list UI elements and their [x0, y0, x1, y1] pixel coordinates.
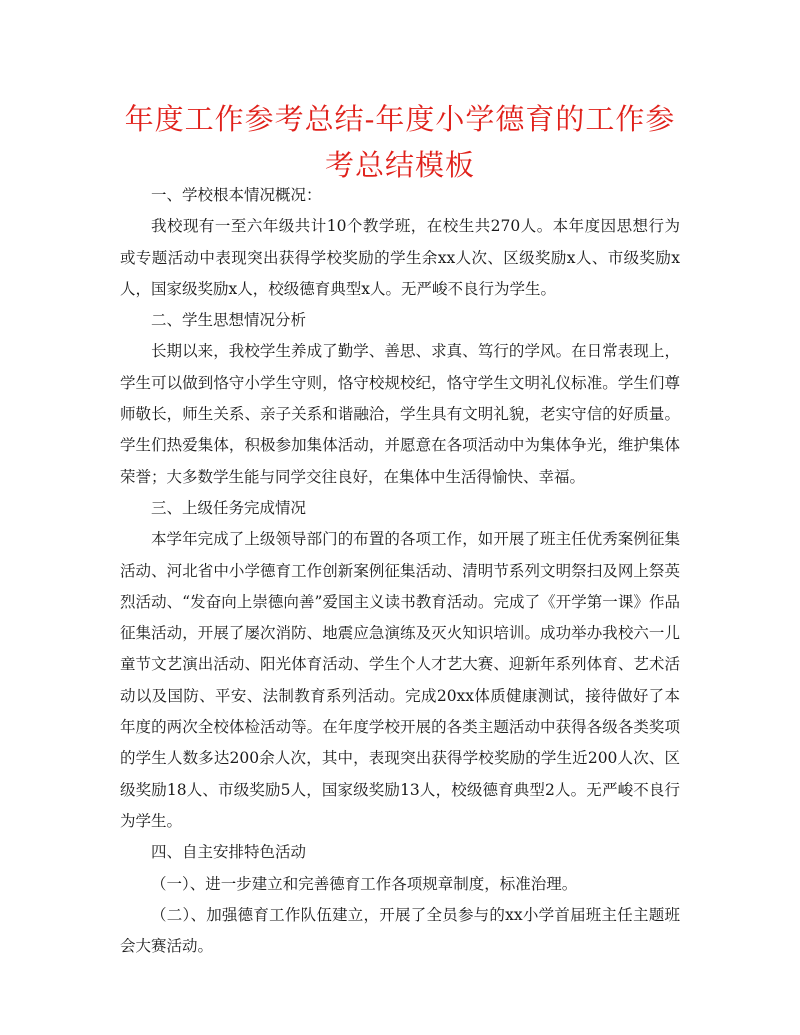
list-item-rules: （一）、进一步建立和完善德育工作各项规章制度，标准治理。: [151, 874, 578, 893]
paragraph-superior-tasks: 本学年完成了上级领导部门的布置的各项工作，如开展了班主任优秀案例征集活动、河北省中小学德育工作创新案例征集活动、清明节系列文明祭扫及网上祭英烈活动、“发奋向上崇德向善”爱国主义读书教育活动。完成了《开学第一课》作品征集活动，开展了屡次消防、地震应急演练及灭火知识培训。成功举办我校六一儿童节文艺演出活动、阳光体育活动、学生个人才艺大赛、迎新年系列体育、艺术活动以及国防、平安、法制教育系列活动。完成20xx体质健康测试，接待做好了本年度的两次全校体检活动等。在年度学校开展的各类主题活动中获得各级各类奖项的学生人数多达200余人次，其中，表现突出获得学校奖励的学生近200人次、区级奖励18人、市级奖励5人，国家级奖励13人，校级德育典型2人。无严峻不良行为学生。: [120, 530, 680, 830]
section-heading-student-thought: 二、学生思想情况分析: [151, 311, 307, 330]
paragraph-basic-info: 我校现有一至六年级共计10个教学班，在校生共270人。本年度因思想行为或专题活动中表现突出获得学校奖励的学生余xx人次、区级奖励x人、市级奖励x人，国家级奖励x人，校级德育典型x人。无严峻不良行为学生。: [120, 217, 680, 298]
section-heading-special-activities: 四、自主安排特色活动: [151, 843, 307, 862]
section-heading-basic-info: 一、学校根本情况概况：: [151, 186, 322, 204]
document-body: [120, 180, 680, 962]
section-heading-superior-tasks: 三、上级任务完成情况: [151, 498, 307, 517]
list-item-team-building: （二）、加强德育工作队伍建立，开展了全员参与的xx小学首届班主任主题班会大赛活动。: [120, 905, 680, 956]
document-title: 年度工作参考总结-年度小学德育的工作参考总结模板: [124, 102, 676, 182]
paragraph-student-thought: 长期以来，我校学生养成了勤学、善思、求真、笃行的学风。在日常表现上，学生可以做到恪守小学生守则，恪守校规校纪，恪守学生文明礼仪标准。学生们尊师敬长，师生关系、亲子关系和谐融洽，学生具有文明礼貌，老实守信的好质量。学生们热爱集体，积极参加集体活动，并愿意在各项活动中为集体争光，维护集体荣誉；大多数学生能与同学交往良好，在集体中生活得愉快、幸福。: [120, 342, 680, 486]
